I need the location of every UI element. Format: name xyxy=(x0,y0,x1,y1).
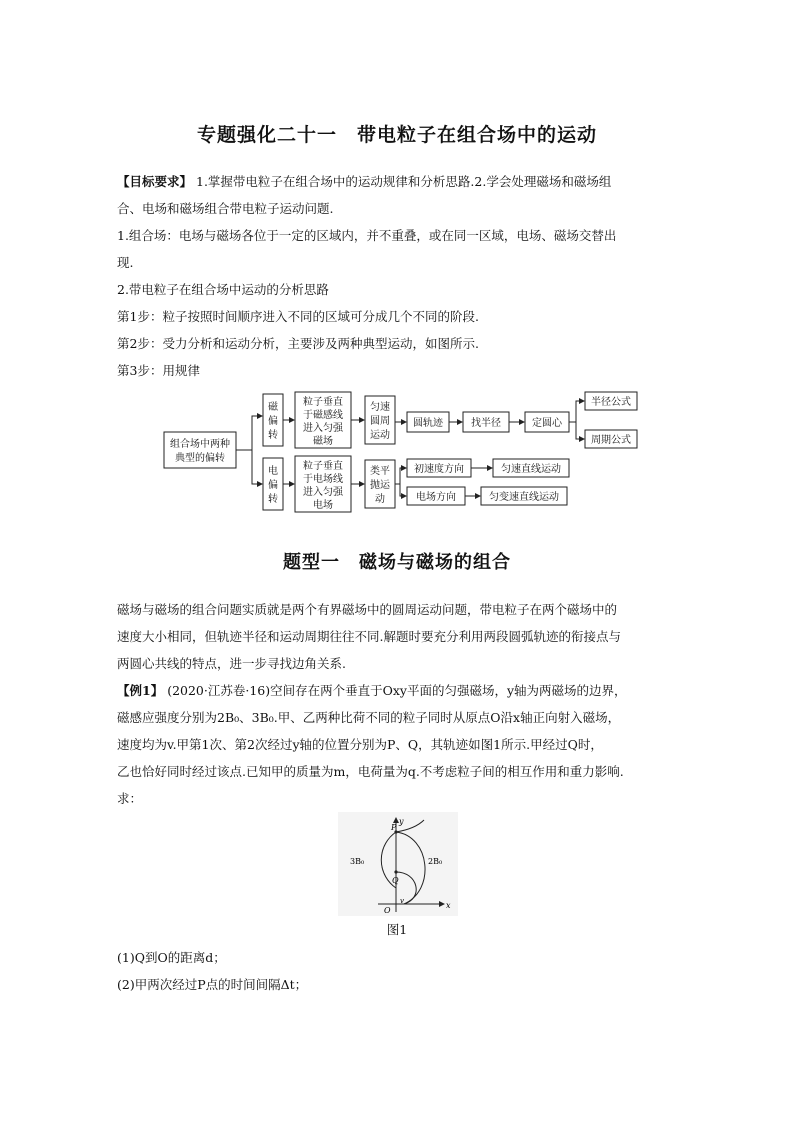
goals-line1: 1.掌握带电粒子在组合场中的运动规律和分析思路.2.学会处理磁场和磁场组 xyxy=(196,174,612,189)
fc-mag-motion-2: 圆周 xyxy=(370,416,390,427)
label-P: P xyxy=(391,823,397,832)
intro-line1: 磁场与磁场的组合问题实质就是两个有界磁场中的圆周运动问题，带电粒子在两个磁场中的 xyxy=(117,602,618,617)
step2-text: 第2步：受力分析和运动分析，主要涉及两种典型运动，如图所示. xyxy=(117,336,479,351)
example-paragraph xyxy=(117,677,677,812)
fc-ele-cond-4: 电场 xyxy=(313,500,333,511)
intro-line3: 两圆心共线的特点，进一步寻找边角关系. xyxy=(117,656,346,671)
point-Q-dot xyxy=(394,870,397,873)
point1-line1: 1.组合场：电场与磁场各位于一定的区域内，并不重叠，或在同一区域，电场、磁场交替出 xyxy=(117,228,617,243)
step1-text: 第1步：粒子按照时间顺序进入不同的区域可分成几个不同的阶段. xyxy=(117,309,479,324)
example-line3: 速度均为v.甲第1次、第2次经过y轴的位置分别为P、Q，其轨迹如图1所示.甲经过Q时， xyxy=(117,737,603,752)
goals-tag: 【目标要求】 xyxy=(117,174,193,189)
fc-ele-motion-2: 抛运 xyxy=(370,480,390,491)
example-line1: (2020·江苏卷·16)空间存在两个垂直于Oxy平面的匀强磁场，y轴为两磁场的边界， xyxy=(167,683,627,698)
page-title: 专题强化二十一 带电粒子在组合场中的运动 xyxy=(196,124,597,146)
goals-paragraph xyxy=(117,168,677,222)
section-title: 题型一 磁场与磁场的组合 xyxy=(283,552,511,573)
fc-mag-cond-1: 粒子垂直 xyxy=(303,397,343,408)
intro-paragraph xyxy=(117,596,677,677)
label-Q: Q xyxy=(392,876,399,885)
point1-line2: 现. xyxy=(117,255,134,270)
figure-caption: 图1 xyxy=(386,922,408,937)
fc-ele-branch-1: 电 xyxy=(268,466,278,477)
fc-ele-cond-3: 进入匀强 xyxy=(303,487,343,498)
label-x: x xyxy=(446,901,451,910)
fc-ele-motion-1: 类平 xyxy=(370,466,390,477)
trajectory-figure xyxy=(338,812,458,916)
fc-find-center: 定圆心 xyxy=(532,418,562,429)
label-v: v xyxy=(400,897,404,905)
fc-ele-branch-2: 偏 xyxy=(268,480,278,491)
fc-mag-motion-3: 运动 xyxy=(370,430,390,441)
fc-root-line2: 典型的偏转 xyxy=(175,453,225,464)
label-y: y xyxy=(399,817,404,826)
fc-mag-cond-4: 磁场 xyxy=(313,436,333,447)
step3-text: 第3步：用规律 xyxy=(117,363,200,378)
fc-circle-track: 圆轨迹 xyxy=(413,418,443,429)
analysis-flowchart xyxy=(160,388,640,516)
point2-heading: 2.带电粒子在组合场中运动的分析思路 xyxy=(117,282,329,297)
point1-paragraph xyxy=(117,222,677,276)
fc-mag-motion-1: 匀速 xyxy=(370,402,390,413)
example-tag: 【例1】 xyxy=(117,683,164,698)
fc-period-formula: 周期公式 xyxy=(591,435,631,446)
fc-mag-cond-2: 于磁感线 xyxy=(303,410,343,421)
label-O: O xyxy=(384,906,391,915)
example-line2: 磁感应强度分别为2B₀、3B₀.甲、乙两种比荷不同的粒子同时从原点O沿x轴正向射入磁场， xyxy=(117,710,621,725)
fc-root-line1: 组合场中两种 xyxy=(170,439,230,450)
questions xyxy=(117,944,677,998)
example-line5: 求： xyxy=(117,791,143,806)
question-2: (2)甲两次经过P点的时间间隔Δt； xyxy=(117,977,308,992)
fc-init-dir: 初速度方向 xyxy=(414,464,464,475)
goals-line2: 合、电场和磁场组合带电粒子运动问题. xyxy=(117,201,334,216)
fc-find-radius: 找半径 xyxy=(471,418,501,429)
fc-ele-cond-2: 于电场线 xyxy=(303,474,343,485)
fc-radius-formula: 半径公式 xyxy=(591,397,631,408)
fc-uniform-line: 匀速直线运动 xyxy=(501,464,561,475)
label-2B0: 2B₀ xyxy=(428,857,443,866)
fc-mag-branch-1: 磁 xyxy=(268,402,278,413)
fc-mag-cond-3: 进入匀强 xyxy=(303,423,343,434)
fc-ele-branch-3: 转 xyxy=(268,494,278,505)
example-line4: 乙也恰好同时经过该点.已知甲的质量为m，电荷量为q.不考虑粒子间的相互作用和重力影响. xyxy=(117,764,624,779)
fc-field-dir: 电场方向 xyxy=(416,492,456,503)
fc-accel-line: 匀变速直线运动 xyxy=(489,492,559,503)
fc-ele-motion-3: 动 xyxy=(375,494,385,505)
fc-mag-branch-2: 偏 xyxy=(268,416,278,427)
fc-ele-cond-1: 粒子垂直 xyxy=(303,461,343,472)
fc-mag-branch-3: 转 xyxy=(268,430,278,441)
label-3B0: 3B₀ xyxy=(350,857,365,866)
intro-line2: 速度大小相同，但轨迹半径和运动周期往往不同.解题时要充分利用两段圆弧轨迹的衔接点与 xyxy=(117,629,621,644)
question-1: (1)Q到O的距离d； xyxy=(117,950,226,965)
